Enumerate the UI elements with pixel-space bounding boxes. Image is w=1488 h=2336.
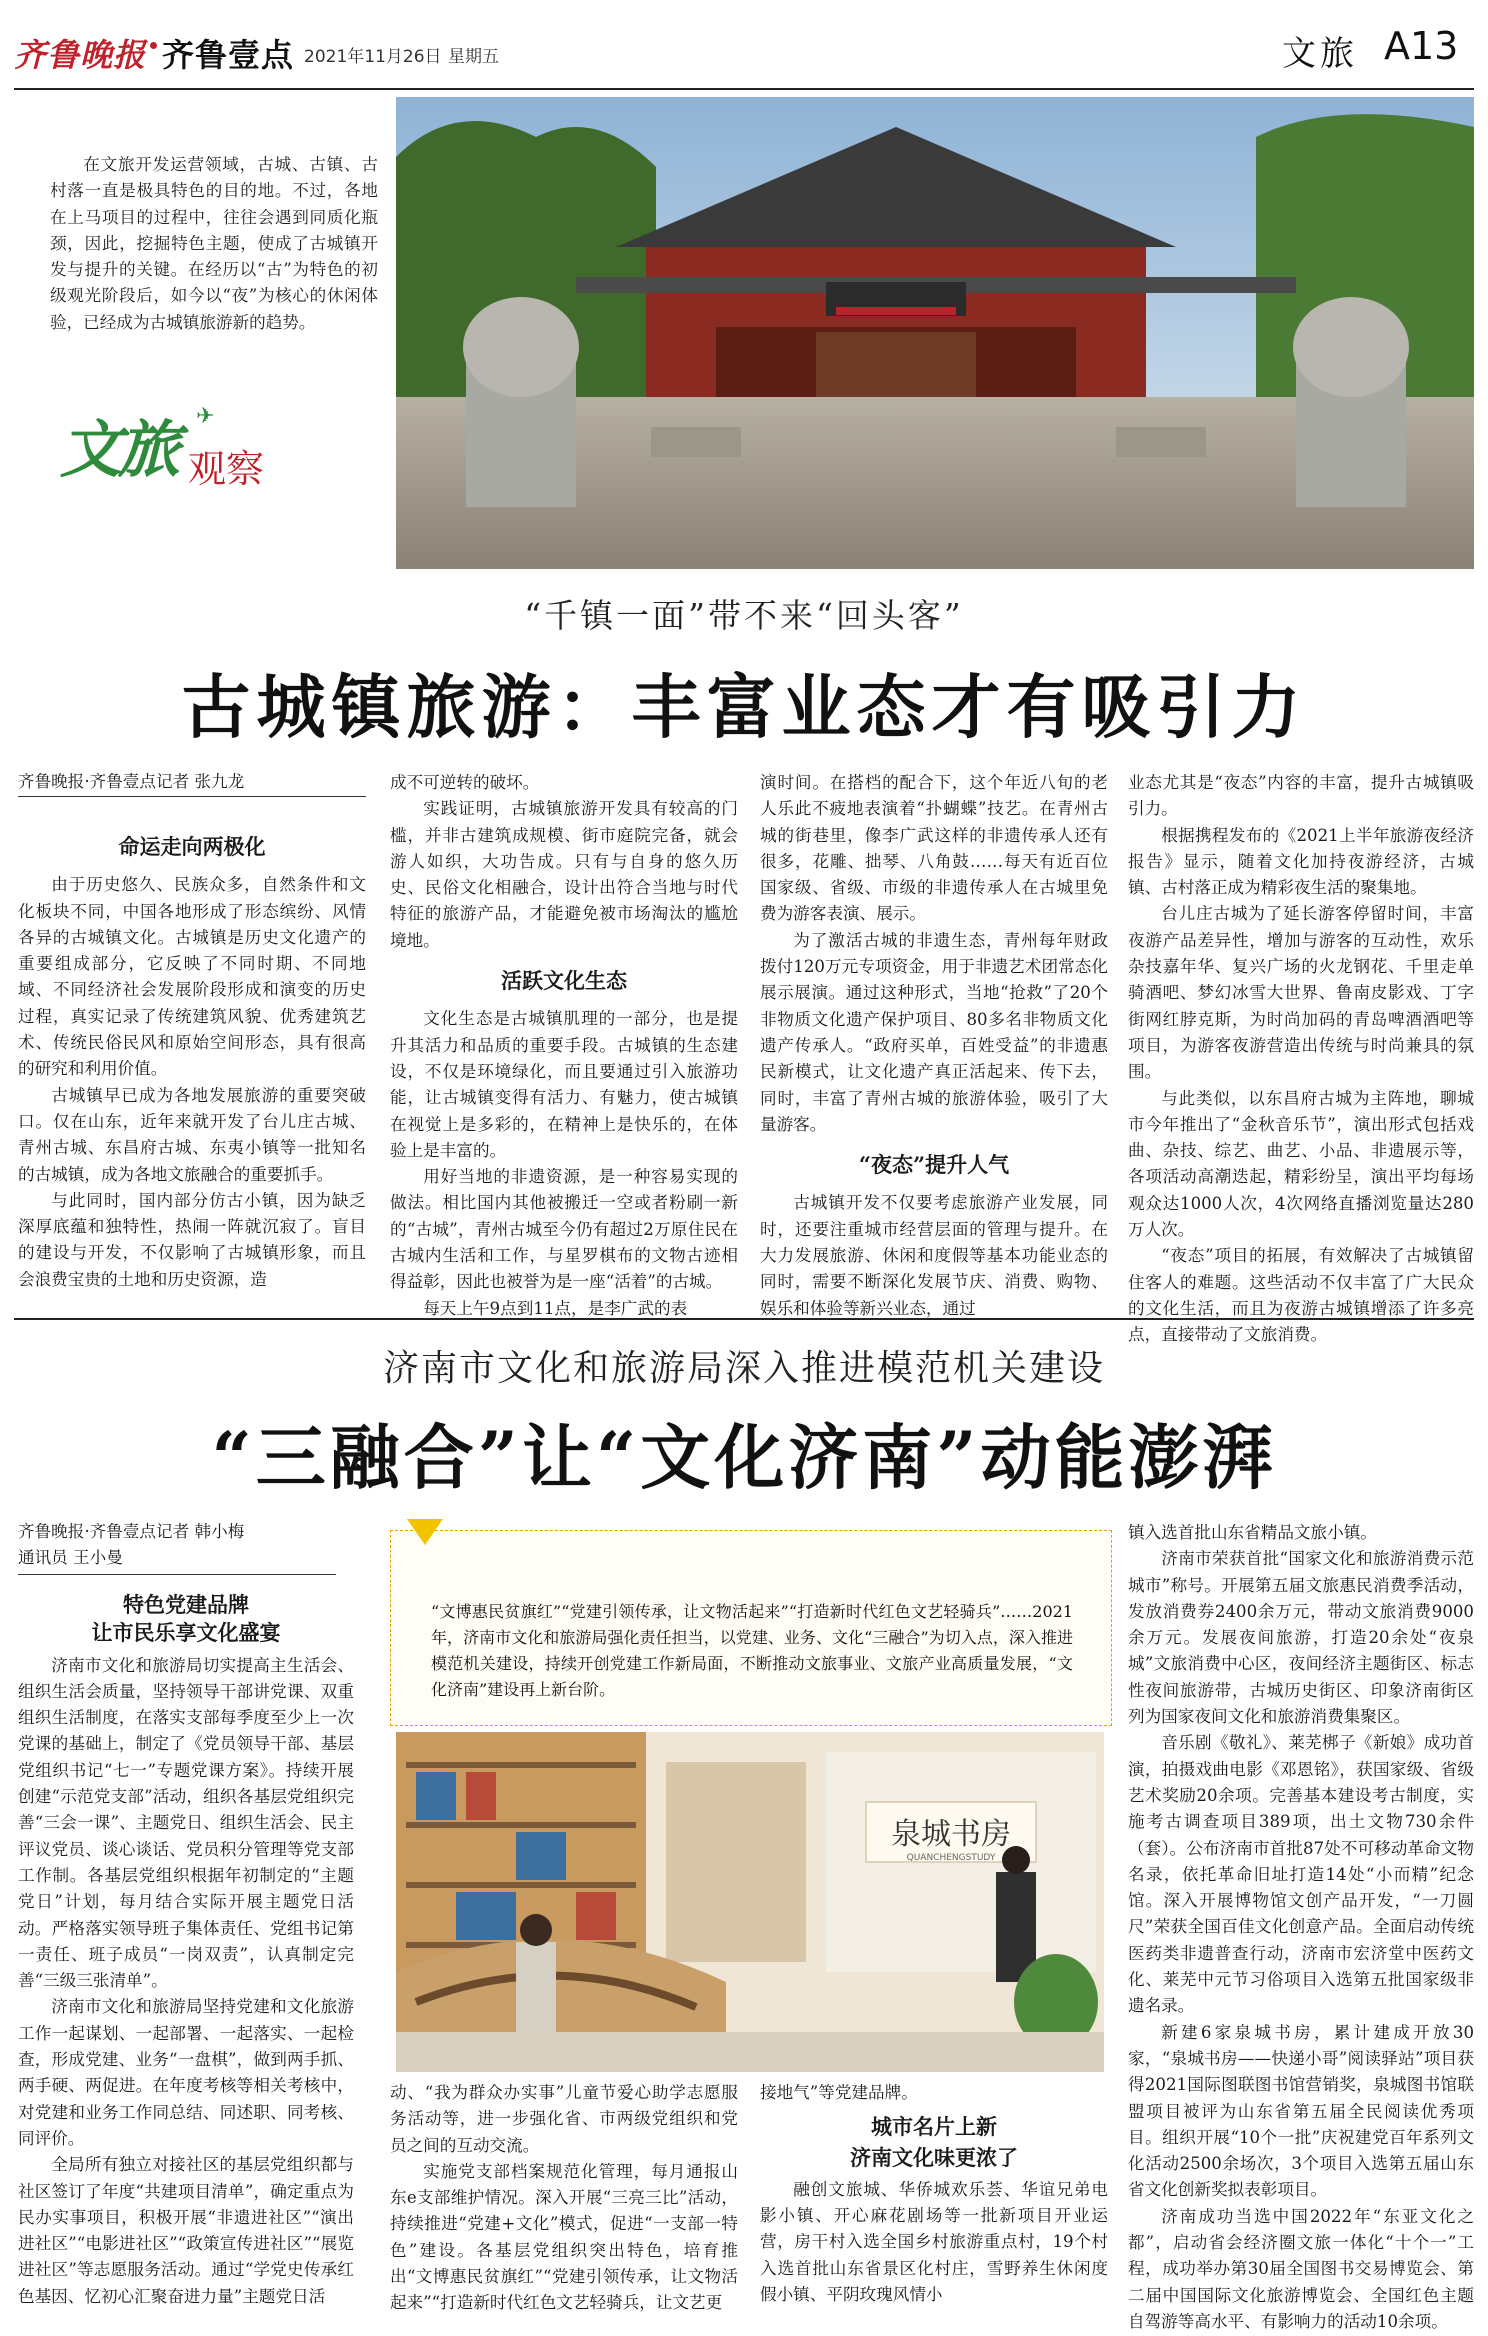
story2-subhead-3b: 济南文化味更浓了 bbox=[850, 2144, 1018, 2170]
story2-column-4 bbox=[1128, 1520, 1474, 2330]
paragraph: 为了激活古城的非遗生态，青州每年财政拨付120万元专项资金，用于非遗艺术团常态化展示展演。通过这种形式，当地“抢救”了20个非物质文化遗产保护项目、80多名非物质文化遗产传承人。“政府买单，百姓受益”的非遗惠民新模式，让文化遗产真正活起来、传下去，同时，丰富了青州古城的旅游体验，吸引了大量游客。 bbox=[760, 930, 1108, 1134]
library-sign-text-en: QUANCHENGSTUDY bbox=[906, 1853, 996, 1863]
paragraph: 济南市文化和旅游局坚持党建和文化旅游工作一起谋划、一起部署、一起落实、一起检查，形成党建、业务“一盘棋”，做到两手抓、两手硬、两促进。在年度考核等相关考核中，对党建和业务工作同总结、同述职、同考核、同评价。 bbox=[18, 1997, 354, 2148]
paragraph: 实践证明，古城镇旅游开发具有较高的门槛，并非古建筑成规模、街市庭院完备，就会游人如织，大功告成。只有与自身的悠久历史、民俗文化相融合，设计出符合当地与时代特征的旅游产品，才能避免被市场淘汰的尴尬境地。 bbox=[390, 799, 738, 950]
airplane-icon: ✈ bbox=[196, 404, 215, 429]
paragraph: 与此同时，国内部分仿古小镇，因为缺乏深厚底蕴和独特性，热闹一阵就沉寂了。盲目的建设与开发，不仅影响了古城镇形象，而且会浪费宝贵的土地和历史资源，造 bbox=[18, 1190, 366, 1289]
masthead-weekday: 星期五 bbox=[448, 47, 499, 67]
library-photo bbox=[396, 1732, 1104, 2072]
paragraph-continued: 接地气”等党建品牌。 bbox=[760, 2083, 918, 2102]
story2-callout-box bbox=[390, 1530, 1112, 1726]
paragraph: 新建6家泉城书房，累计建成开放30家，“泉城书房——快递小哥”阅读驿站”项目获得2021国际图联图书馆营销奖，泉城图书馆联盟项目被评为山东省第五届全民阅读优秀项目。组织开展“10个一批”庆祝建党百年系列文化活动2500余场次，3个项目入选第五届山东省文化创新奖拟表彰项目。 bbox=[1128, 2022, 1474, 2200]
masthead-date: 2021年11月26日 bbox=[304, 47, 442, 67]
story1-subhead-3: “夜态”提升人气 bbox=[858, 1152, 1010, 1178]
ancient-gate-illustration bbox=[396, 97, 1474, 569]
story1-subhead-1: 命运走向两极化 bbox=[118, 834, 266, 859]
paragraph: 台儿庄古城为了延长游客停留时间，丰富夜游产品差异性，增加与游客的互动性，欢乐杂技嘉年华、复兴广场的火龙钢花、千里走单骑酒吧、梦幻冰雪大世界、鲁南皮影戏、丁字街网红脖克斯，为时尚加码的青岛啤酒酒吧等项目，为游客夜游营造出传统与时尚兼具的氛围。 bbox=[1128, 904, 1474, 1082]
column-logo-wenlv: 文旅 bbox=[60, 413, 177, 486]
story2-byline-rule bbox=[18, 1574, 336, 1575]
section-name: 文旅 bbox=[1282, 34, 1358, 74]
paragraph: “夜态”项目的拓展，有效解决了古城镇留住客人的难题。这些活动不仅丰富了广大民众的文化生活，而且为夜游古城镇增添了许多亮点，直接带动了文旅消费。 bbox=[1128, 1246, 1474, 1345]
story-divider bbox=[14, 1318, 1474, 1320]
story1-column-3 bbox=[760, 770, 1108, 1318]
story2-column-2 bbox=[390, 2080, 738, 2330]
paragraph: 古城镇开发不仅要考虑旅游产业发展，同时，还要注重城市经营层面的管理与提升。在大力发展旅游、休闲和度假等基本功能业态的同时，需要不断深化发展节庆、消费、购物、娱乐和体验等新兴业态，通过 bbox=[760, 1193, 1108, 1318]
library-illustration bbox=[396, 1732, 1104, 2072]
masthead-rule bbox=[14, 88, 1474, 90]
story1-headline: 古城镇旅游：丰富业态才有吸引力 bbox=[181, 667, 1307, 748]
column-logo-guancha: 观察 bbox=[188, 447, 265, 491]
story2-byline-reporter: 齐鲁晚报·齐鲁壹点记者 韩小梅 bbox=[18, 1522, 245, 1541]
paragraph: 古城镇早已成为各地发展旅游的重要突破口。仅在山东，近年来就开发了台儿庄古城、青州古城、东昌府古城、东夷小镇等一批知名的古城镇，成为各地文旅融合的重要抓手。 bbox=[18, 1085, 366, 1184]
story1-intro: 在文旅开发运营领域，古城、古镇、古村落一直是极具特色的目的地。不过，各地在上马项目的过程中，往往会遇到同质化瓶颈，因此，挖掘特色主题，使成了古城镇开发与提升的关键。在经历以“古”为特色的初级观光阶段后，如今以“夜”为核心的休闲体验，已经成为古城镇旅游新的趋势。 bbox=[50, 155, 378, 332]
paragraph: 济南成功当选中国2022年“东亚文化之都”，启动省会经济圈文旅一体化“十个一”工程，成功举办第30届全国图书交易博览会、第二届中国国际文化旅游博览会、全国红色主题自驾游等高水平、有影响力的活动10余项。 bbox=[1128, 2206, 1474, 2331]
paragraph: 音乐剧《敬礼》、莱芜梆子《新娘》成功首演，拍摄戏曲电影《邓恩铭》，获国家级、省级艺术奖励20余项。完善基本建设考古制度，实施考古调查项目389项，出土文物730余件（套）。公布济南市首批87处不可移动革命文物名录，依托革命旧址打造14处“小而精”纪念馆。深入开展博物馆文创产品开发，“一刀圆尺”荣获全国百佳文化创意产品。全面启动传统医药类非遗普查行动，济南市宏济堂中医药文化、莱芜中元节习俗项目入选第五批国家级非遗名录。 bbox=[1128, 1733, 1474, 2016]
paragraph: 根据携程发布的《2021上半年旅游夜经济报告》显示，随着文化加持夜游经济，古城镇、古村落正成为精彩夜生活的聚集地。 bbox=[1128, 825, 1474, 898]
paragraph: 融创文旅城、华侨城欢乐荟、华谊兄弟电影小镇、开心麻花剧场等一批新项目开业运营，房干村入选全国乡村旅游重点村，19个村入选首批山东省景区化村庄，雪野养生休闲度假小镇、平阴玫瑰风情小 bbox=[760, 2179, 1108, 2305]
page-number: A13 bbox=[1384, 24, 1459, 68]
story2-kicker: 济南市文化和旅游局深入推进模范机关建设 bbox=[382, 1348, 1105, 1389]
column-logo bbox=[60, 400, 310, 510]
story1-subhead-2: 活跃文化生态 bbox=[501, 968, 627, 994]
story2-callout-text: “文博惠民贫旗红”“党建引领传承，让文物活起来”“打造新时代红色文艺轻骑兵”……2021年，济南市文化和旅游局强化责任担当，以党建、业务、文化“三融合”为切入点，深入推进模范机关建设，持续开创党建工作新局面，不断推动文旅事业、文旅产业高质量发展，“文化济南”建设再上新台阶。 bbox=[431, 1602, 1073, 1699]
story1-byline-rule bbox=[18, 796, 366, 797]
story2-subhead-1a: 特色党建品牌 bbox=[123, 1592, 249, 1617]
story2-subhead-1b: 让市民乐享文化盛宴 bbox=[91, 1620, 281, 1646]
library-sign-text: 泉城书房 bbox=[891, 1817, 1011, 1852]
paragraph: 济南市荣获首批“国家文化和旅游消费示范城市”称号。开展第五届文旅惠民消费季活动，发放消费券2400余万元，带动文旅消费9000余万元。发展夜间旅游，打造20余处“夜泉城”文旅消费中心区，夜间经济主题街区、标志性夜间旅游带，古城历史街区、印象济南街区列为国家夜间文化和旅游消费集聚区。 bbox=[1128, 1549, 1474, 1727]
ancient-gate-photo bbox=[396, 97, 1474, 569]
masthead-logo-qilu-evening: 齐鲁晚报 bbox=[14, 36, 147, 74]
story2-column-3 bbox=[760, 2080, 1108, 2330]
paragraph: 济南市文化和旅游局切实提高主生活会、组织生活会质量，坚持领导干部讲党课、双重组织生活制度，在落实支部每季度至少上一次党课的基础上，制定了《党员领导干部、基层党组织书记“七一”专题党课方案》。持续开展创建“示范党支部”活动，组织各基层党组织完善“三会一课”、主题党日、组织生活会、民主评议党员、谈心谈话、党员积分管理等党支部工作制。各基层党组织根据年初制定的“主题党日”计划，每月结合实际开展主题党日活动。严格落实领导班子集体责任、党组书记第一责任、班子成员“一岗双责”，认真制定完善“三级三张清单”。 bbox=[18, 1655, 354, 1991]
paragraph: 每天上午9点到11点，是李广武的表 bbox=[423, 1298, 688, 1318]
story1-column-2 bbox=[390, 770, 738, 1318]
story2-column-1 bbox=[18, 1590, 354, 2330]
masthead-logo-qilu-yidian: 齐鲁壹点 bbox=[162, 36, 295, 74]
story1-byline: 齐鲁晚报·齐鲁壹点记者 张九龙 bbox=[18, 772, 245, 791]
callout-arrow-icon bbox=[407, 1519, 443, 1545]
paragraph: 由于历史悠久、民族众多，自然条件和文化板块不同，中国各地形成了形态缤纷、风情各异的古城镇文化。古城镇是历史文化遗产的重要组成部分，它反映了不同时期、不同地域、不同经济社会发展阶段形成和演变的历史过程，真实记录了传统建筑风貌、优秀建筑艺术、传统民俗民风和原始空间形态，具有很高的研究和利用价值。 bbox=[18, 875, 366, 1079]
paragraph: 与此类似，以东昌府古城为主阵地，聊城市今年推出了“金秋音乐节”，演出形式包括戏曲、杂技、综艺、曲艺、小品、非遗展示等，各项活动高潮迭起，精彩纷呈，演出平均每场观众达1000人次，4次网络直播浏览量达280万人次。 bbox=[1128, 1088, 1474, 1240]
story2-byline-correspondent: 通讯员 王小曼 bbox=[18, 1548, 123, 1567]
story2-headline: “三融合”让“文化济南”动能澎湃 bbox=[211, 1416, 1277, 1499]
paragraph: 实施党支部档案规范化管理，每月通报山东e支部维护情况。深入开展“三亮三比”活动，持续推进“党建+文化”模式，促进“一支部一特色”建设。各基层党组织突出特色，培育推出“文博惠民贫旗红”“党建引领传承，让文物活起来”“打造新时代红色文艺轻骑兵，让文艺更 bbox=[390, 2161, 738, 2313]
story1-column-1 bbox=[18, 820, 366, 1300]
paragraph: 文化生态是古城镇肌理的一部分，也是提升其活力和品质的重要手段。古城镇的生态建设，不仅是环境绿化，而且要通过引入旅游功能，让古城镇变得有活力、有魅力，使古城镇在视觉上是多彩的，在精神上是快乐的，在体验上是丰富的。 bbox=[390, 1009, 738, 1160]
paragraph-continued: 镇入选首批山东省精品文旅小镇。 bbox=[1128, 1523, 1377, 1542]
paragraph-continued: 动、“我为群众办实事”儿童节爱心助学志愿服务活动等，进一步强化省、市两级党组织和党员之间的互动交流。 bbox=[390, 2083, 738, 2155]
story1-kicker: “千镇一面”带不来“回头客” bbox=[524, 596, 964, 635]
paragraph: 全局所有独立对接社区的基层党组织都与社区签订了年度“共建项目清单”，确定重点为民办实事项目，积极开展“非遗进社区”“演出进社区”“电影进社区”“政策宣传进社区”“展览进社区”等志愿服务活动。通过“学党史传承红色基因、忆初心汇聚奋进力量”主题党日活 bbox=[18, 2155, 354, 2306]
masthead-logo-dot bbox=[150, 42, 157, 49]
paragraph-continued: 成不可逆转的破坏。 bbox=[390, 773, 540, 792]
paragraph-continued: 业态尤其是“夜态”内容的丰富，提升古城镇吸引力。 bbox=[1128, 773, 1474, 819]
paragraph-continued: 演时间。在搭档的配合下，这个年近八旬的老人乐此不疲地表演着“扑蝴蝶”技艺。在青州古城的街巷里，像李广武这样的非遗传承人还有很多，花雕、拙琴、八角鼓……每天有近百位国家级、省级、市级的非遗传承人在古城里免费为游客表演、展示。 bbox=[760, 773, 1108, 924]
paragraph: 用好当地的非遗资源，是一种容易实现的做法。相比国内其他被搬迁一空或者粉刷一新的“古城”，青州古城至今仍有超过2万原住民在古城内生活和工作，与星罗棋布的文物古迹相得益彰，因此也被誉为是一座“活着”的古城。 bbox=[390, 1167, 738, 1292]
story2-subhead-3a: 城市名片上新 bbox=[871, 2114, 997, 2140]
story1-column-4 bbox=[1128, 770, 1474, 1345]
masthead bbox=[0, 0, 1488, 90]
